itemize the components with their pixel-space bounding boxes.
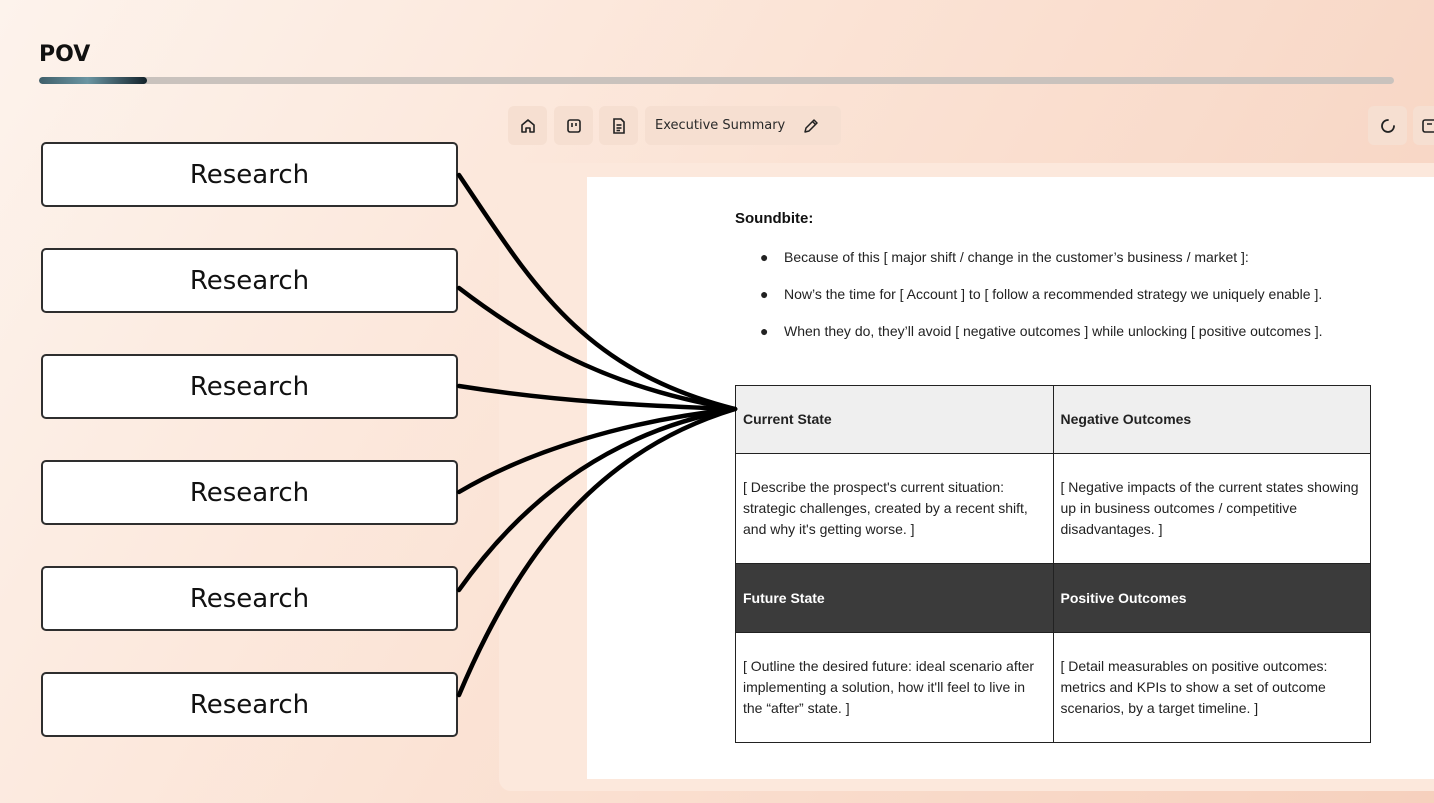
positive-outcomes-cell[interactable]: [ Detail measurables on positive outcomes: metrics and KPIs to show a set of outcome scenarios, by a target timeline. ] — [1053, 633, 1371, 743]
table-row — [736, 386, 1371, 454]
pov-table — [735, 385, 1371, 743]
page-title: POV — [39, 42, 91, 67]
refresh-icon — [1378, 116, 1398, 136]
current-state-cell[interactable]: [ Describe the prospect's current situation: strategic challenges, created by a recent shift, and why it's getting worse. ] — [736, 454, 1054, 564]
research-box[interactable]: Research — [41, 354, 458, 419]
document-title: Executive Summary — [655, 118, 786, 133]
bullet-text: When they do, they’ll avoid [ negative outcomes ] while unlocking [ positive outcomes ]. — [784, 323, 1323, 339]
layout-button[interactable] — [554, 106, 593, 145]
research-box[interactable]: Research — [41, 460, 458, 525]
document-button[interactable] — [599, 106, 638, 145]
current-state-header: Current State — [736, 386, 1054, 454]
future-state-cell[interactable]: [ Outline the desired future: ideal scenario after implementing a solution, how it'll feel to live in the “after” state. ] — [736, 633, 1054, 743]
positive-outcomes-header: Positive Outcomes — [1053, 564, 1371, 633]
bullet-text: Now’s the time for [ Account ] to [ follow a recommended strategy we uniquely enable ]. — [784, 286, 1323, 302]
progress-bar — [39, 77, 1394, 84]
negative-outcomes-cell[interactable]: [ Negative impacts of the current states showing up in business outcomes / competitive disadvantages. ] — [1053, 454, 1371, 564]
research-box[interactable]: Research — [41, 248, 458, 313]
table-row — [736, 633, 1371, 743]
progress-fill — [39, 77, 147, 84]
soundbite-bullet — [760, 323, 1323, 339]
layout-icon — [565, 117, 583, 135]
home-icon — [519, 117, 537, 135]
bullet-dot: ● — [760, 286, 769, 302]
research-box[interactable]: Research — [41, 672, 458, 737]
document-title-chip[interactable] — [645, 106, 841, 145]
document-icon — [610, 117, 628, 135]
table-row — [736, 564, 1371, 633]
template-icon — [1420, 117, 1434, 135]
pencil-icon[interactable] — [803, 118, 819, 134]
bullet-text: Because of this [ major shift / change in the customer’s business / market ]: — [784, 249, 1249, 265]
home-button[interactable] — [508, 106, 547, 145]
bullet-dot: ● — [760, 249, 769, 265]
research-box[interactable]: Research — [41, 566, 458, 631]
research-box[interactable]: Research — [41, 142, 458, 207]
template-button[interactable] — [1413, 106, 1434, 145]
table-row — [736, 454, 1371, 564]
soundbite-heading: Soundbite: — [735, 210, 814, 227]
soundbite-bullet — [760, 286, 1322, 302]
future-state-header: Future State — [736, 564, 1054, 633]
refresh-button[interactable] — [1368, 106, 1407, 145]
soundbite-bullet — [760, 249, 1249, 265]
bullet-dot: ● — [760, 323, 769, 339]
negative-outcomes-header: Negative Outcomes — [1053, 386, 1371, 454]
